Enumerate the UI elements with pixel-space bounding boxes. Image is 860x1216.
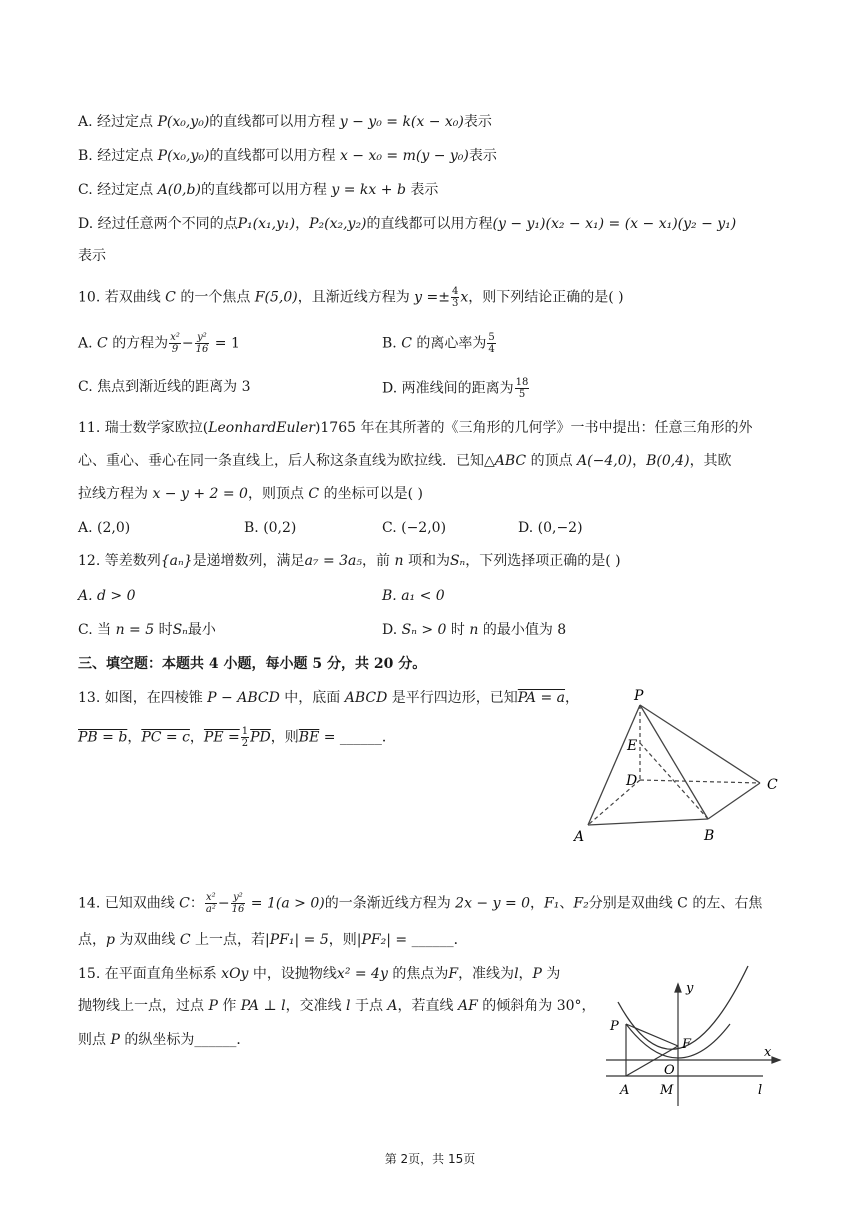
label-c: C	[767, 777, 778, 793]
text: ，前	[362, 553, 391, 569]
text: 表示	[78, 248, 106, 264]
vector-eq: PE =	[203, 729, 240, 746]
text: 中，底面	[284, 690, 341, 706]
q14-line-2	[78, 930, 468, 950]
math: P₂(x₂,y₂)	[309, 216, 367, 232]
q11-option-a: A. (2,0)	[78, 520, 131, 536]
q15-line-3	[78, 1030, 250, 1050]
q11-option-d: D. (0,−2)	[518, 520, 583, 536]
math: y = kx + b	[331, 182, 406, 198]
text: 的直线都可以用方程	[200, 182, 327, 198]
denominator: 4	[488, 344, 495, 355]
fraction	[205, 892, 217, 915]
text: 表示	[410, 182, 439, 198]
q12-option-b: B. a₁ < 0	[382, 588, 445, 604]
math: Sₙ	[172, 622, 188, 638]
math: C	[179, 895, 190, 912]
text: 的离心率为	[416, 335, 487, 352]
text: 项和为	[407, 553, 450, 569]
math: n = 5	[115, 622, 155, 638]
text: C. 经过定点	[78, 182, 154, 198]
denominator: 5	[518, 389, 526, 400]
text: 拉线方程为	[78, 486, 148, 502]
math: p	[106, 932, 115, 948]
text: 的直线都可以用方程	[209, 114, 336, 130]
math: F(5,0)	[254, 289, 298, 306]
label-a: A	[574, 829, 585, 845]
text: 于点	[354, 998, 383, 1014]
text: C. 当	[78, 622, 112, 638]
q9-option-d-cont	[78, 246, 106, 266]
text: 的直线都可以用方程	[366, 216, 493, 232]
math: B(0,4)	[646, 453, 690, 469]
label-f: F	[682, 1037, 692, 1052]
q12-option-a: A. d > 0	[78, 588, 136, 604]
math: P − ABCD	[207, 690, 280, 706]
text: 为	[546, 966, 561, 982]
section-heading: 三、填空题：本题共 4 小题，每小题 5 分，共 20 分。	[78, 656, 427, 672]
text: 14. 已知双曲线	[78, 895, 175, 912]
math: F	[448, 966, 459, 982]
text: 最小	[187, 622, 216, 638]
math: A(0,b)	[157, 182, 201, 198]
math: l	[514, 966, 519, 982]
page-footer: 第 2页，共 15页	[384, 1152, 476, 1166]
q11-line-2	[78, 451, 732, 471]
label-m: M	[660, 1083, 674, 1098]
text: ，	[565, 690, 580, 706]
text: B. 经过定点	[78, 148, 154, 164]
q12-stem	[78, 551, 621, 571]
math: Sₙ > 0	[401, 622, 447, 638]
numerator: 4	[451, 286, 459, 297]
denominator: 2	[241, 738, 249, 749]
pyramid-figure	[568, 688, 798, 848]
text: 11. 瑞士数学家欧拉(	[78, 420, 209, 436]
parabola-figure	[598, 962, 798, 1112]
text: 是平行四边形，已知	[391, 690, 518, 706]
math: P	[208, 998, 218, 1014]
fraction	[169, 332, 181, 355]
vector-eq: PC = c	[141, 729, 190, 746]
math: n	[469, 622, 479, 638]
numerator: x²	[206, 892, 216, 903]
text: ，准线为	[458, 966, 515, 982]
fraction	[515, 377, 530, 400]
q13-line-2	[78, 726, 396, 749]
math: A(−4,0)	[577, 453, 633, 469]
label-e: E	[627, 738, 638, 754]
math: C	[308, 486, 320, 502]
text: 作	[222, 998, 237, 1014]
text: 的一个焦点	[180, 289, 251, 306]
math: xOy	[221, 966, 249, 982]
text: 心、重心、垂心在同一条直线上，后人称这条直线为欧拉线．已知	[78, 453, 484, 469]
text: = ______．	[323, 729, 396, 746]
text: ，其欧	[689, 453, 732, 469]
math: x − x₀ = m(y − y₀)	[339, 148, 469, 164]
math: = 1	[214, 335, 240, 352]
math: P	[532, 966, 542, 982]
math: P(x₀,y₀)	[157, 148, 210, 164]
label-y: y	[686, 981, 694, 996]
math: F₂	[573, 895, 589, 912]
label-p: P	[634, 688, 644, 704]
math: C	[97, 335, 108, 352]
text: ，	[632, 453, 647, 469]
math: PA ⊥ l	[240, 998, 286, 1014]
math: (y − y₁)(x₂ − x₁) = (x − x₁)(y₂ − y₁)	[492, 216, 737, 232]
fraction	[231, 892, 246, 915]
numerator: 18	[515, 377, 529, 388]
text: C. 焦点到渐近线的距离为 3	[78, 379, 251, 395]
text: ，若直线	[397, 998, 454, 1014]
denominator: 16	[195, 344, 209, 355]
math: a₇ = 3a₅	[304, 553, 363, 569]
text: B.	[382, 335, 397, 352]
text: D. 经过任意两个不同的点	[78, 216, 238, 232]
text: ，则顶点	[247, 486, 304, 502]
text: 10. 若双曲线	[78, 289, 161, 306]
text: 表示	[468, 148, 497, 164]
math: x − y + 2 = 0	[152, 486, 248, 502]
text: A.	[78, 335, 93, 352]
text: 的方程为	[112, 335, 169, 352]
fraction	[487, 332, 495, 355]
label-x: x	[764, 1045, 772, 1060]
math: = 1(a > 0)	[250, 895, 325, 912]
text: 的倾斜角为 30°，	[482, 998, 596, 1014]
text: 分别是双曲线 C 的左、右焦	[588, 895, 763, 912]
label-b: B	[704, 828, 715, 844]
math: −	[181, 335, 194, 352]
math: C	[179, 932, 191, 948]
numerator: 1	[241, 726, 249, 737]
denominator: 16	[231, 904, 245, 915]
text: 的焦点为	[392, 966, 449, 982]
text: ，则	[328, 932, 357, 948]
text: 时	[158, 622, 173, 638]
text: 则点	[78, 1032, 106, 1048]
text: 13. 如图，在四棱锥	[78, 690, 203, 706]
q15-line-2	[78, 996, 596, 1016]
vector: $\overline{BE}$	[298, 729, 320, 746]
q9-option-a	[78, 112, 492, 132]
math: Sₙ	[449, 553, 466, 569]
label-o: O	[664, 1063, 675, 1078]
text: 的一条渐近线方程为	[324, 895, 451, 912]
denominator: 3	[451, 298, 459, 309]
math: P	[110, 1032, 120, 1048]
text: 、	[559, 895, 574, 912]
text: 是递增数列，满足	[192, 553, 305, 569]
text: D. 两准线间的距离为	[382, 380, 514, 397]
text: ，则	[270, 729, 299, 746]
q11-line-1	[78, 418, 752, 438]
q10-option-b	[382, 332, 497, 355]
vector: $\overline{PD}$	[250, 729, 271, 746]
text: 为双曲线	[119, 932, 176, 948]
text: D.	[382, 622, 398, 638]
text: ，	[189, 729, 204, 746]
text: 15. 在平面直角坐标系	[78, 966, 217, 982]
math: |PF₂|	[356, 932, 391, 948]
text: 的纵坐标为______．	[124, 1032, 251, 1048]
numerator: x²	[170, 332, 180, 343]
math: A	[387, 998, 398, 1014]
text: 12. 等差数列	[78, 553, 161, 569]
math: P₁(x₁,y₁)	[237, 216, 296, 232]
text: 中，设抛物线	[252, 966, 337, 982]
math: n	[394, 553, 404, 569]
math: C	[165, 289, 176, 306]
q12-option-c	[78, 620, 216, 640]
math: 2x − y = 0	[455, 895, 531, 912]
math: F₁	[544, 895, 560, 912]
text: ，	[530, 895, 545, 912]
text: 上一点，若	[195, 932, 266, 948]
q10-option-d	[382, 377, 530, 400]
q11-line-3	[78, 484, 423, 504]
denominator: 9	[171, 344, 179, 355]
math: △ABC	[484, 453, 527, 469]
q15-line-1	[78, 964, 560, 984]
q9-option-b	[78, 146, 497, 166]
label-l: l	[758, 1083, 763, 1098]
label-a: A	[620, 1083, 630, 1098]
q12-option-d	[382, 620, 566, 640]
math: l	[346, 998, 351, 1014]
math: C	[401, 335, 412, 352]
text: 时	[450, 622, 465, 638]
text: ，	[295, 216, 310, 232]
text: 抛物线上一点，过点	[78, 998, 204, 1014]
fraction	[195, 332, 210, 355]
text: ：	[189, 895, 204, 912]
text: ，	[518, 966, 533, 982]
denominator: a²	[205, 904, 216, 915]
text: = ______．	[395, 932, 468, 948]
math: |PF₁| = 5	[265, 932, 329, 948]
vector-eq: PB = b	[78, 729, 128, 746]
q10-stem	[78, 286, 624, 309]
q14-line-1	[78, 892, 762, 915]
text: 的坐标可以是( )	[323, 486, 423, 502]
numerator: y²	[231, 892, 246, 904]
label-d: D	[626, 773, 638, 789]
text: ，交准线	[285, 998, 342, 1014]
math: −	[217, 895, 230, 912]
text: )1765 年在其所著的《三角形的几何学》一书中提出：任意三角形的外	[314, 420, 753, 436]
text: ，下列选择项正确的是( )	[465, 553, 621, 569]
q11-option-c: C. (−2,0)	[382, 520, 447, 536]
q10-option-a	[78, 332, 240, 355]
label-p: P	[610, 1019, 619, 1034]
q13-line-1	[78, 688, 579, 708]
math: ABCD	[344, 690, 388, 706]
vector-eq: PA = a	[517, 690, 566, 706]
math: y =±	[414, 289, 450, 306]
fraction	[241, 726, 249, 749]
math: AF	[458, 998, 478, 1014]
math: LeonhardEuler	[208, 420, 315, 436]
text: 的最小值为 8	[482, 622, 567, 638]
math: {aₙ}	[160, 553, 193, 569]
numerator: 5	[488, 332, 495, 343]
text: 的顶点	[530, 453, 573, 469]
math: P(x₀,y₀)	[157, 114, 210, 130]
text: ，	[127, 729, 142, 746]
math: x	[460, 289, 469, 306]
text: ，则下列结论正确的是( )	[468, 289, 624, 306]
q9-option-d	[78, 214, 736, 234]
fraction	[451, 286, 459, 309]
math: x² = 4y	[336, 966, 388, 982]
math: y − y₀ = k(x − x₀)	[339, 114, 464, 130]
text: 表示	[463, 114, 492, 130]
q9-option-c	[78, 180, 438, 200]
q11-option-b: B. (0,2)	[244, 520, 297, 536]
numerator: y²	[195, 332, 210, 344]
text: 点，	[78, 932, 106, 948]
text: 的直线都可以用方程	[209, 148, 336, 164]
text: A. 经过定点	[78, 114, 154, 130]
q10-option-c	[78, 377, 250, 397]
text: ，且渐近线方程为	[297, 289, 410, 306]
